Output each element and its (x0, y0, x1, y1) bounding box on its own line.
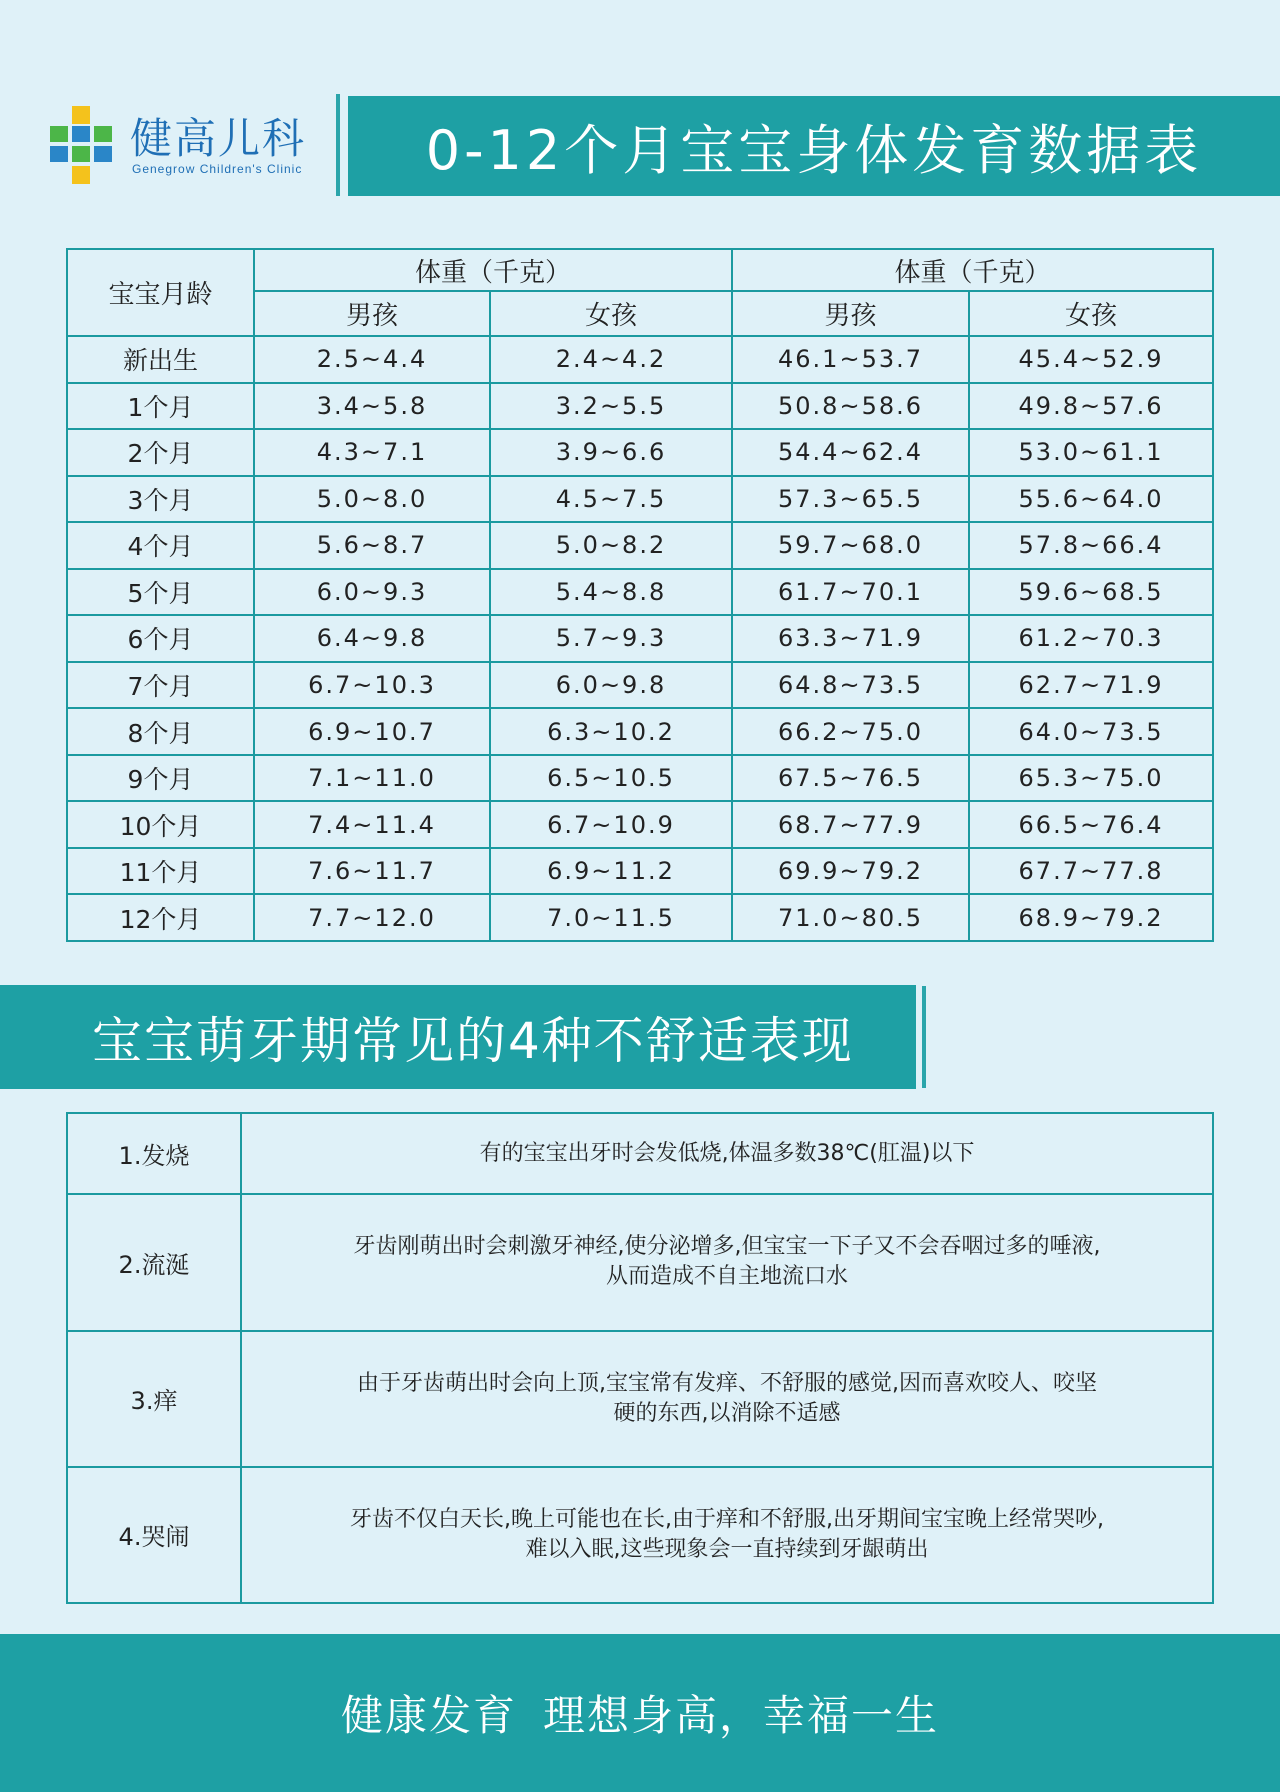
height-girl-cell: 49.8~57.6 (969, 383, 1213, 430)
age-cell: 4个月 (67, 522, 254, 569)
height-girl-cell: 61.2~70.3 (969, 615, 1213, 662)
height-boy-cell: 66.2~75.0 (732, 708, 969, 755)
clinic-name-en: Genegrow Children's Clinic (132, 162, 303, 176)
weight-girl-cell: 5.7~9.3 (490, 615, 732, 662)
weight-girl-cell: 6.7~10.9 (490, 801, 732, 848)
symptom-description (241, 1194, 1213, 1330)
height-girl-cell: 59.6~68.5 (969, 569, 1213, 616)
weight-girl-cell: 6.5~10.5 (490, 755, 732, 802)
table-row (67, 476, 1213, 523)
weight-girl-cell: 2.4~4.2 (490, 336, 732, 383)
age-cell: 12个月 (67, 894, 254, 941)
list-item (67, 1331, 1213, 1467)
list-item (67, 1113, 1213, 1194)
weight-boy-cell: 6.0~9.3 (254, 569, 490, 616)
header-girl-2: 女孩 (969, 291, 1213, 336)
height-girl-cell: 57.8~66.4 (969, 522, 1213, 569)
description-line: 难以入眠,这些现象会一直持续到牙龈萌出 (525, 1536, 929, 1562)
age-cell: 11个月 (67, 848, 254, 895)
height-girl-cell: 66.5~76.4 (969, 801, 1213, 848)
description-line: 牙齿刚萌出时会刺激牙神经,使分泌增多,但宝宝一下子又不会吞咽过多的唾液, (353, 1234, 1101, 1260)
section-title-teething: 宝宝萌牙期常见的4种不舒适表现 (0, 985, 916, 1089)
header-weight-group-2: 体重（千克） (732, 249, 1213, 291)
age-cell: 1个月 (67, 383, 254, 430)
height-boy-cell: 54.4~62.4 (732, 429, 969, 476)
slogan-part-1: 健康发育 (340, 1691, 517, 1740)
height-boy-cell: 69.9~79.2 (732, 848, 969, 895)
age-cell: 3个月 (67, 476, 254, 523)
description-line: 硬的东西,以消除不适感 (613, 1400, 841, 1426)
page-title: 0-12个月宝宝身体发育数据表 (348, 96, 1280, 196)
age-cell: 10个月 (67, 801, 254, 848)
symptom-name: 2.流涎 (67, 1194, 241, 1330)
table-row (67, 848, 1213, 895)
height-boy-cell: 46.1~53.7 (732, 336, 969, 383)
table-row (67, 522, 1213, 569)
weight-boy-cell: 7.7~12.0 (254, 894, 490, 941)
height-boy-cell: 71.0~80.5 (732, 894, 969, 941)
weight-girl-cell: 6.3~10.2 (490, 708, 732, 755)
age-cell: 5个月 (67, 569, 254, 616)
header-weight-group: 体重（千克） (254, 249, 732, 291)
symptom-description (241, 1331, 1213, 1467)
symptom-name: 3.痒 (67, 1331, 241, 1467)
table-row (67, 336, 1213, 383)
description-line: 从而造成不自主地流口水 (605, 1264, 848, 1290)
symptom-name: 1.发烧 (67, 1113, 241, 1194)
table-row (67, 755, 1213, 802)
weight-girl-cell: 3.9~6.6 (490, 429, 732, 476)
height-girl-cell: 45.4~52.9 (969, 336, 1213, 383)
table-row (67, 708, 1213, 755)
cross-logo-icon (50, 106, 114, 188)
weight-girl-cell: 5.0~8.2 (490, 522, 732, 569)
height-boy-cell: 68.7~77.9 (732, 801, 969, 848)
list-item (67, 1467, 1213, 1603)
teething-table (66, 1112, 1214, 1604)
weight-girl-cell: 3.2~5.5 (490, 383, 732, 430)
table-row (67, 429, 1213, 476)
header-boy: 男孩 (254, 291, 490, 336)
age-cell: 新出生 (67, 336, 254, 383)
slogan-part-2: 理想身高，幸福一生 (543, 1691, 940, 1740)
symptom-description (241, 1113, 1213, 1194)
clinic-logo (50, 102, 320, 192)
age-cell: 2个月 (67, 429, 254, 476)
weight-boy-cell: 4.3~7.1 (254, 429, 490, 476)
height-boy-cell: 61.7~70.1 (732, 569, 969, 616)
table-row (67, 569, 1213, 616)
symptom-description (241, 1467, 1213, 1603)
weight-boy-cell: 2.5~4.4 (254, 336, 490, 383)
weight-boy-cell: 6.7~10.3 (254, 662, 490, 709)
header-girl: 女孩 (490, 291, 732, 336)
weight-boy-cell: 5.0~8.0 (254, 476, 490, 523)
weight-boy-cell: 3.4~5.8 (254, 383, 490, 430)
age-cell: 7个月 (67, 662, 254, 709)
description-line: 有的宝宝出牙时会发低烧,体温多数38℃(肛温)以下 (479, 1140, 975, 1166)
header-boy-2: 男孩 (732, 291, 969, 336)
description-line: 牙齿不仅白天长,晚上可能也在长,由于痒和不舒服,出牙期间宝宝晚上经常哭吵, (350, 1506, 1104, 1532)
list-item (67, 1194, 1213, 1330)
height-boy-cell: 57.3~65.5 (732, 476, 969, 523)
height-boy-cell: 67.5~76.5 (732, 755, 969, 802)
header-age: 宝宝月龄 (67, 249, 254, 336)
height-boy-cell: 50.8~58.6 (732, 383, 969, 430)
height-boy-cell: 59.7~68.0 (732, 522, 969, 569)
table-row (67, 383, 1213, 430)
height-girl-cell: 53.0~61.1 (969, 429, 1213, 476)
growth-data-table (66, 248, 1214, 942)
header-divider (336, 94, 340, 196)
height-girl-cell: 64.0~73.5 (969, 708, 1213, 755)
weight-girl-cell: 5.4~8.8 (490, 569, 732, 616)
age-cell: 8个月 (67, 708, 254, 755)
age-cell: 9个月 (67, 755, 254, 802)
height-girl-cell: 67.7~77.8 (969, 848, 1213, 895)
age-cell: 6个月 (67, 615, 254, 662)
weight-girl-cell: 4.5~7.5 (490, 476, 732, 523)
height-girl-cell: 65.3~75.0 (969, 755, 1213, 802)
height-boy-cell: 63.3~71.9 (732, 615, 969, 662)
weight-boy-cell: 6.4~9.8 (254, 615, 490, 662)
table-row (67, 801, 1213, 848)
table-row (67, 894, 1213, 941)
weight-boy-cell: 6.9~10.7 (254, 708, 490, 755)
height-girl-cell: 68.9~79.2 (969, 894, 1213, 941)
height-boy-cell: 64.8~73.5 (732, 662, 969, 709)
weight-girl-cell: 7.0~11.5 (490, 894, 732, 941)
table-row (67, 662, 1213, 709)
weight-boy-cell: 7.4~11.4 (254, 801, 490, 848)
section-divider (922, 986, 926, 1088)
weight-girl-cell: 6.9~11.2 (490, 848, 732, 895)
footer-slogan (0, 1634, 1280, 1792)
clinic-name-cn: 健高儿科 (130, 114, 307, 163)
weight-girl-cell: 6.0~9.8 (490, 662, 732, 709)
height-girl-cell: 62.7~71.9 (969, 662, 1213, 709)
weight-boy-cell: 5.6~8.7 (254, 522, 490, 569)
symptom-name: 4.哭闹 (67, 1467, 241, 1603)
weight-boy-cell: 7.6~11.7 (254, 848, 490, 895)
height-girl-cell: 55.6~64.0 (969, 476, 1213, 523)
weight-boy-cell: 7.1~11.0 (254, 755, 490, 802)
description-line: 由于牙齿萌出时会向上顶,宝宝常有发痒、不舒服的感觉,因而喜欢咬人、咬坚 (357, 1370, 1097, 1396)
table-row (67, 615, 1213, 662)
